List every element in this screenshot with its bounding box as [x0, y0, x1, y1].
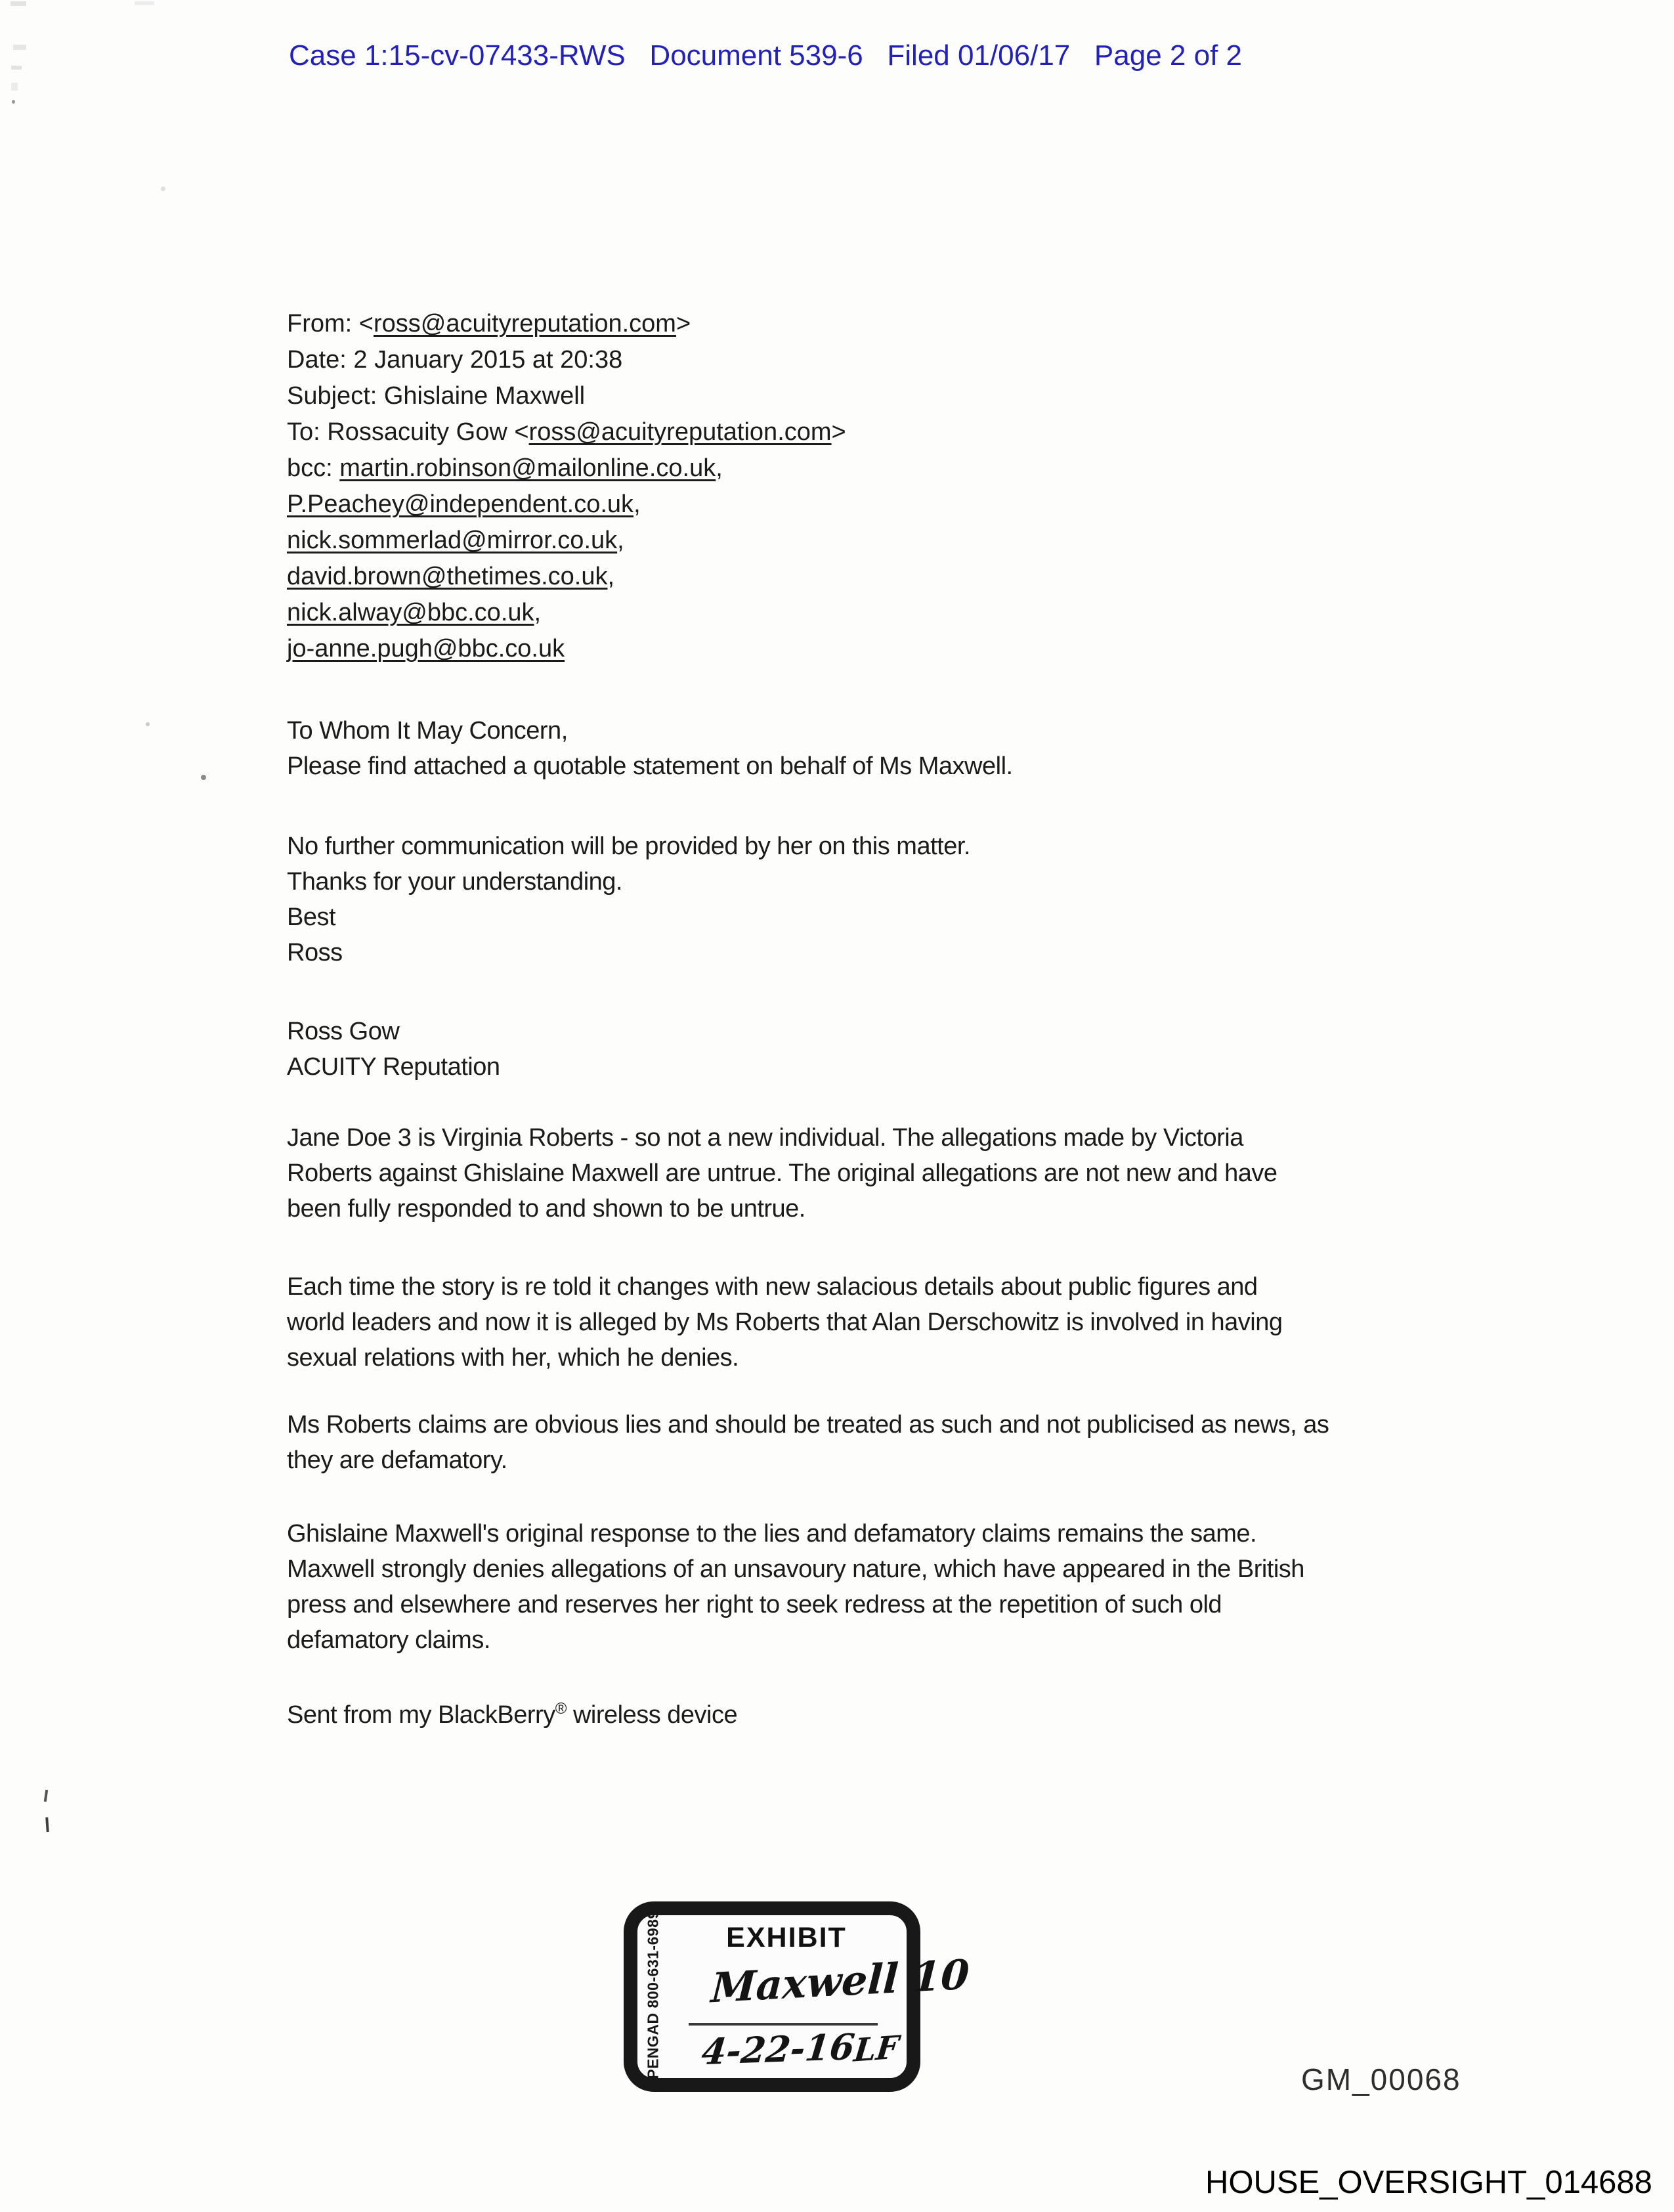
statement-paragraph-3: [287, 1407, 1329, 1478]
bcc-label: bcc:: [287, 454, 340, 482]
exhibit-handwritten-name: Maxwell 10: [710, 1950, 971, 2012]
body-line: sexual relations with her, which he denies.: [287, 1344, 739, 1372]
exhibit-title: EXHIBIT: [726, 1922, 847, 1953]
bcc-address: jo-anne.pugh@bbc.co.uk: [287, 635, 565, 662]
email-date-line: Date: 2 January 2015 at 20:38: [287, 346, 623, 374]
scan-artifact: [201, 775, 206, 780]
body-line: ACUITY Reputation: [287, 1053, 500, 1081]
body-line: Each time the story is re told it changes with new salacious details about public figures and: [287, 1273, 1258, 1301]
body-line: Ghislaine Maxwell's original response to the lies and defamatory claims remains the same.: [287, 1520, 1257, 1548]
scan-artifact: [45, 1817, 49, 1832]
exhibit-handwritten-initials: LF: [852, 2029, 901, 2070]
signature-block: [287, 1014, 500, 1085]
scan-artifact: [12, 100, 15, 104]
scan-artifact: [11, 1, 26, 6]
body-line: press and elsewhere and reserves her right to seek redress at the repetition of such old: [287, 1591, 1222, 1618]
case-caption-header: Case 1:15-cv-07433-RWS Document 539-6 Filed 01/06/17 Page 2 of 2: [289, 39, 1242, 72]
email-to-line: To: Rossacuity Gow <ross@acuityreputation.com>: [287, 418, 846, 446]
from-label: From: <: [287, 310, 374, 337]
scan-artifact: [13, 45, 26, 50]
body-line: Please find attached a quotable statement on behalf of Ms Maxwell.: [287, 752, 1013, 780]
body-line: Roberts against Ghislaine Maxwell are untrue. The original allegations are not new and have: [287, 1160, 1277, 1187]
body-line: Thanks for your understanding.: [287, 868, 622, 896]
body-line: been fully responded to and shown to be untrue.: [287, 1195, 805, 1223]
bates-number-gm: GM_00068: [1301, 2062, 1461, 2096]
email-header-block: [287, 306, 846, 667]
body-line: world leaders and now it is alleged by Ms Roberts that Alan Derschowitz is involved in having: [287, 1309, 1283, 1336]
exhibit-handwritten-date: 4-22-16: [699, 2025, 857, 2073]
scan-artifact: [11, 66, 22, 70]
scan-artifact: [44, 1790, 48, 1802]
registered-trademark-symbol: ®: [555, 1700, 567, 1718]
bcc-address: martin.robinson@mailonline.co.uk: [339, 454, 716, 482]
body-line: No further communication will be provided by her on this matter.: [287, 833, 970, 860]
salutation-paragraph: [287, 713, 1013, 784]
statement-paragraph-4: [287, 1516, 1304, 1658]
body-line: defamatory claims.: [287, 1626, 490, 1654]
statement-paragraph-2: [287, 1269, 1283, 1376]
exhibit-sticker: PENGAD 800-631-6989 EXHIBIT Maxwell 10 4-22-16 LF: [624, 1901, 920, 2092]
body-line: Jane Doe 3 is Virginia Roberts - so not a new individual. The allegations made by Victoria: [287, 1124, 1243, 1152]
email-bcc-line: david.brown@thetimes.co.uk,: [287, 563, 615, 590]
sent-from-line: Sent from my BlackBerry® wireless device: [287, 1700, 738, 1729]
email-bcc-line: P.Peachey@independent.co.uk,: [287, 490, 641, 518]
email-bcc-line: nick.alway@bbc.co.uk,: [287, 599, 542, 626]
email-bcc-line: nick.sommerlad@mirror.co.uk,: [287, 527, 624, 554]
bcc-address: P.Peachey@independent.co.uk: [287, 490, 634, 518]
scan-artifact: [135, 1, 154, 5]
body-line: they are defamatory.: [287, 1446, 507, 1474]
bcc-address: nick.alway@bbc.co.uk: [287, 599, 534, 626]
email-bcc-line: bcc: martin.robinson@mailonline.co.uk,: [287, 454, 723, 482]
bates-number-house-oversight: HOUSE_OVERSIGHT_014688: [1205, 2165, 1652, 2200]
scan-artifact: [161, 186, 165, 191]
scan-artifact: [146, 722, 150, 726]
from-address: ross@acuityreputation.com: [373, 310, 676, 337]
body-line: Maxwell strongly denies allegations of an unsavoury nature, which have appeared in the British: [287, 1555, 1304, 1583]
email-subject-line: Subject: Ghislaine Maxwell: [287, 382, 586, 410]
scan-artifact: [11, 83, 18, 91]
body-line: Best: [287, 903, 336, 931]
closing-paragraph: [287, 829, 970, 970]
body-line: Ms Roberts claims are obvious lies and should be treated as such and not publicised as news, as: [287, 1411, 1329, 1439]
statement-paragraph-1: [287, 1120, 1277, 1226]
email-bcc-line: [287, 631, 846, 667]
email-from-line: From: <ross@acuityreputation.com>: [287, 310, 691, 337]
body-line: Ross Gow: [287, 1018, 400, 1045]
body-line: To Whom It May Concern,: [287, 717, 568, 745]
bcc-address: nick.sommerlad@mirror.co.uk: [287, 527, 618, 554]
body-line: Ross: [287, 939, 343, 966]
bcc-address: david.brown@thetimes.co.uk: [287, 563, 608, 590]
to-address: ross@acuityreputation.com: [528, 418, 832, 446]
